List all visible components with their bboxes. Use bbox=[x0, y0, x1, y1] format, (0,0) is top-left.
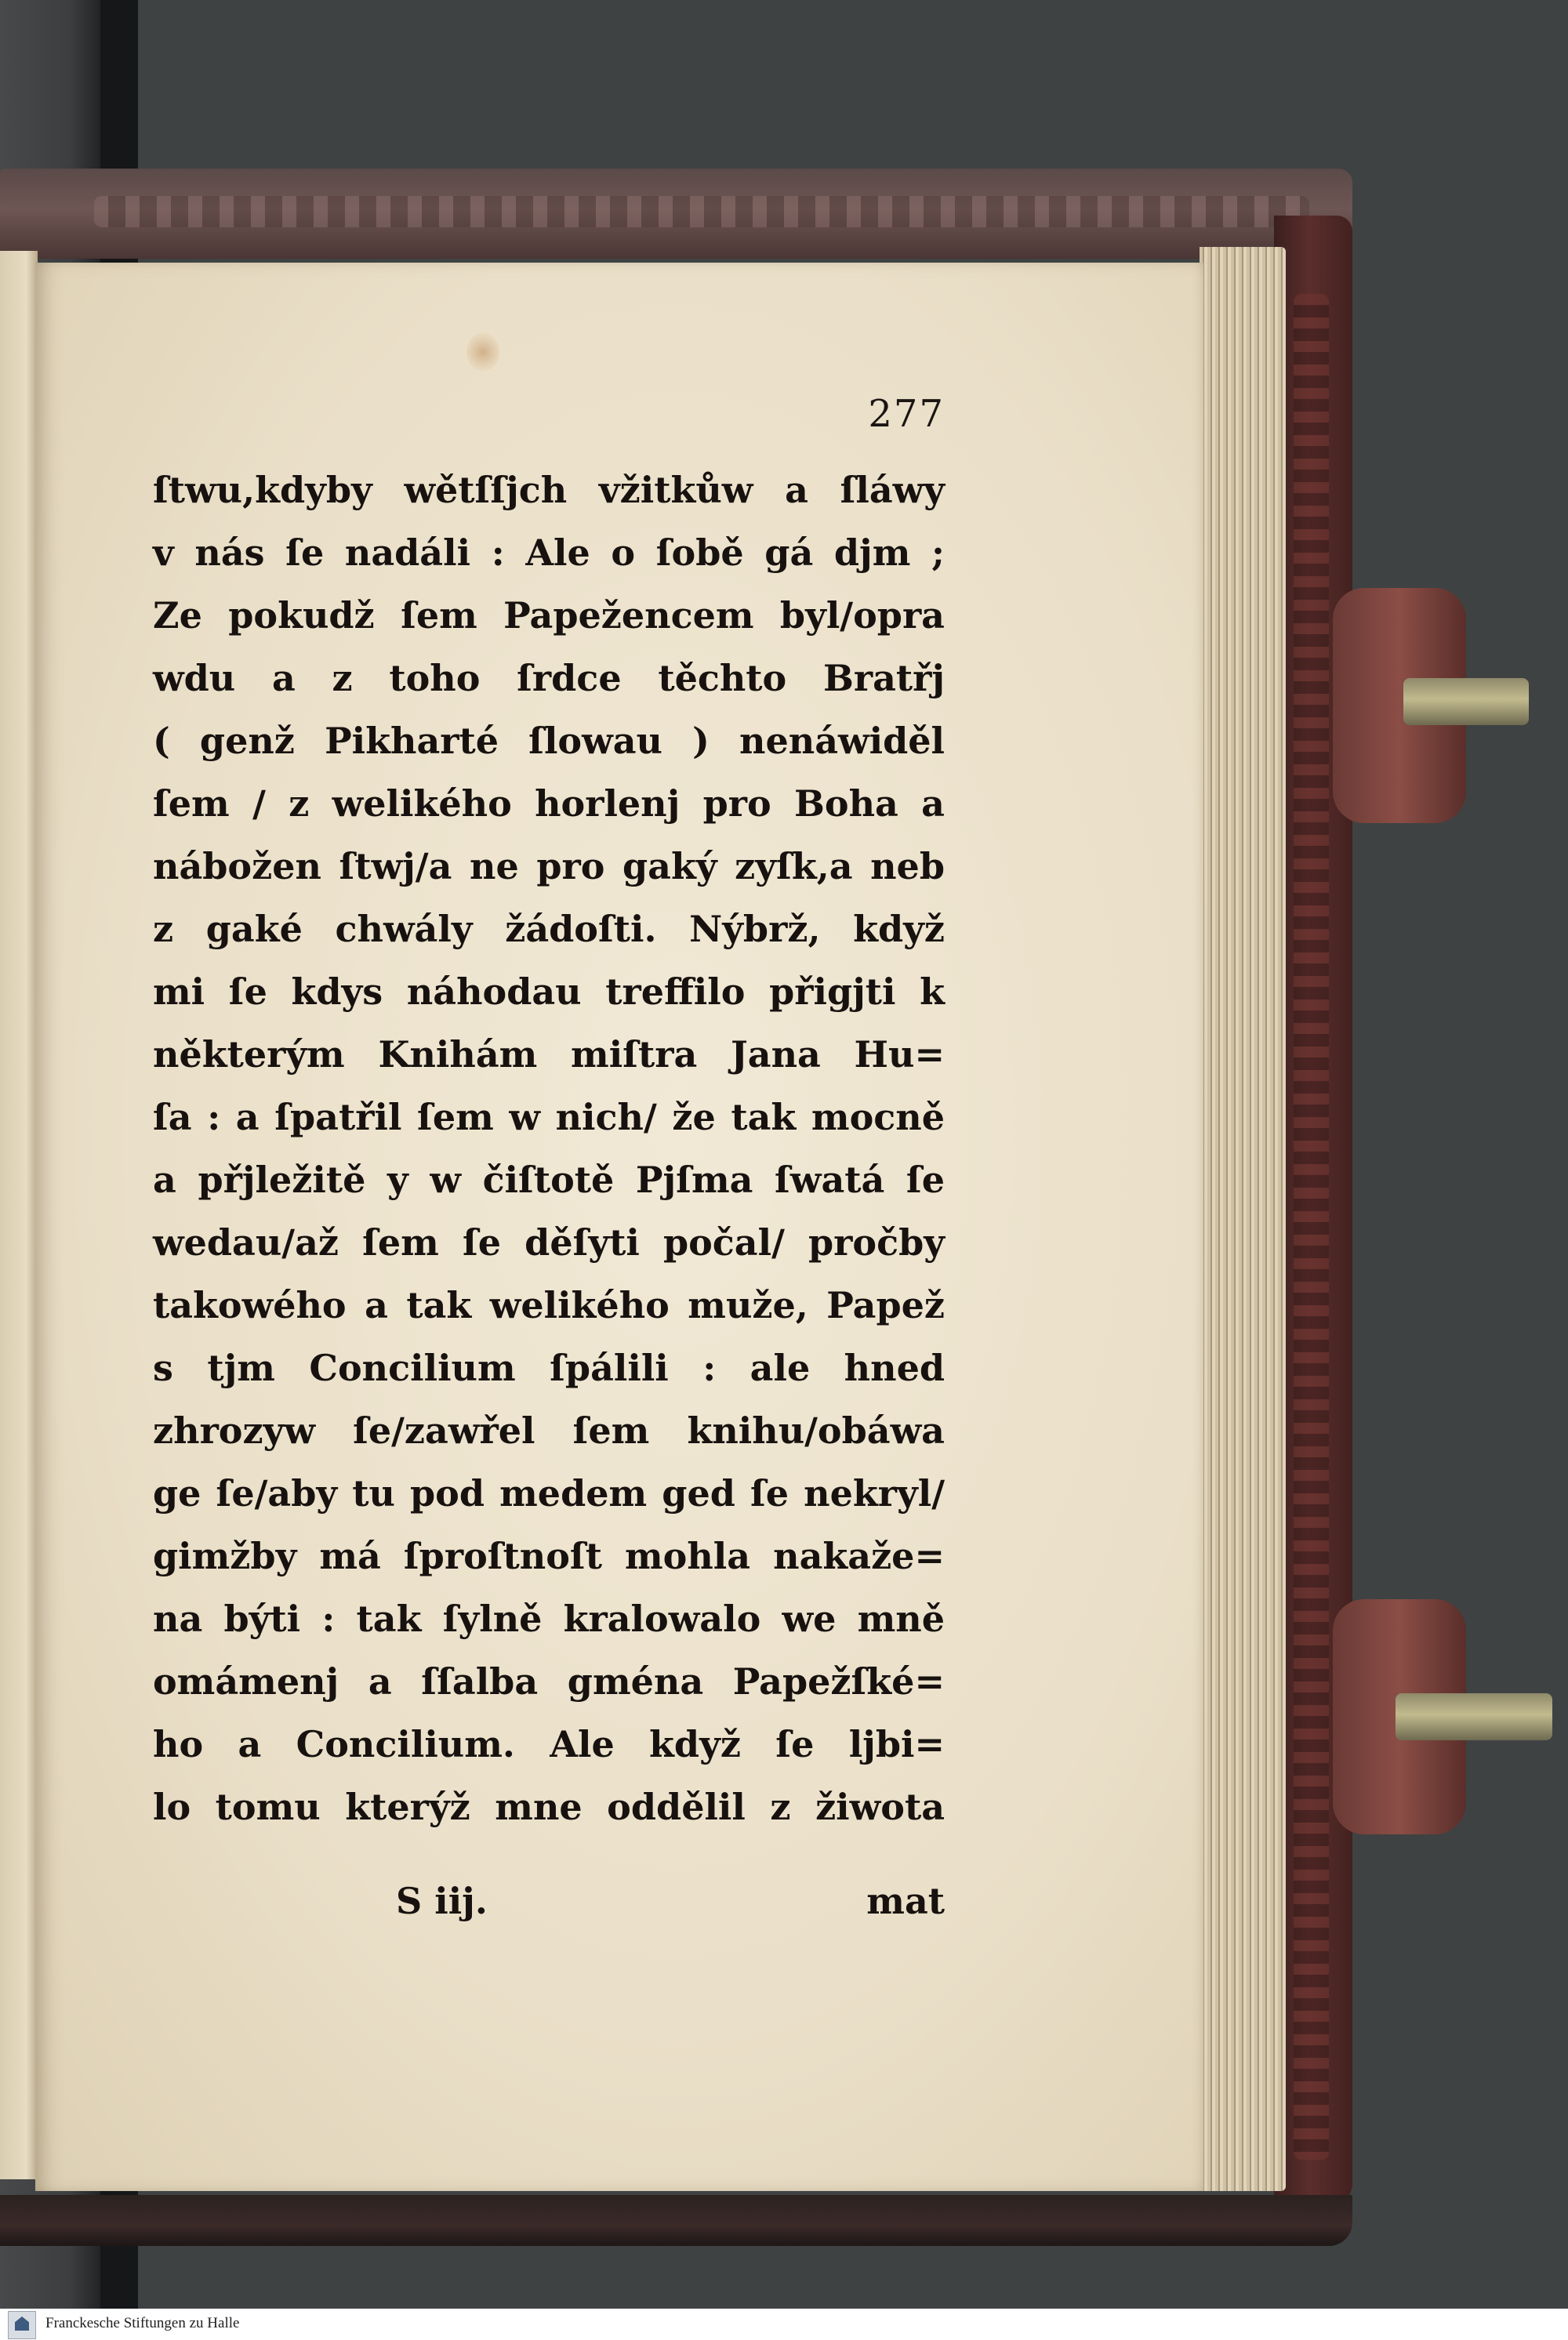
page-stain bbox=[466, 333, 499, 371]
text-line: ( genž Pikharté ſlowau ) nenáwiděl bbox=[153, 720, 945, 762]
text-line: Ze pokudž ſem Papežencem byl/opra bbox=[153, 594, 945, 637]
text-line: mi ſe kdys náhodau treffilo přigjti k bbox=[153, 970, 945, 1013]
text-line: ho a Concilium. Ale když ſe ljbi= bbox=[153, 1723, 945, 1765]
text-line: některým Knihám miſtra Jana Hu= bbox=[153, 1033, 945, 1076]
text-line: ge ſe/aby tu pod medem ged ſe nekryl/ bbox=[153, 1472, 945, 1515]
institution-name: Franckesche Stiftungen zu Halle bbox=[45, 2315, 240, 2331]
cover-tooling-top bbox=[94, 196, 1309, 227]
institution-logo-icon bbox=[8, 2311, 36, 2339]
text-line: nábožen ſtwj/a ne pro gaký zyſk,a neb bbox=[153, 845, 945, 887]
text-line: gimžby má ſproſtnoſt mohla nakaže= bbox=[153, 1535, 945, 1577]
clasp-metal-upper bbox=[1403, 678, 1529, 725]
text-line: na býti : tak ſylně kralowalo we mně bbox=[153, 1598, 945, 1640]
clasp-metal-lower bbox=[1396, 1693, 1552, 1740]
text-line: ſtwu,kdyby wětſſjch vžitkůw a ſláwy bbox=[153, 469, 945, 511]
text-line: omámenj a ſſalba gména Papežſké= bbox=[153, 1660, 945, 1703]
text-line: zhrozyw ſe/zawřel ſem knihu/obáwa bbox=[153, 1409, 945, 1452]
text-line: z gaké chwály žádoſti. Nýbrž, když bbox=[153, 908, 945, 950]
cover-tooling-right bbox=[1294, 294, 1329, 2160]
text-line: wdu a z toho ſrdce těchto Bratřj bbox=[153, 657, 945, 699]
text-line: s tjm Concilium ſpálili : ale hned bbox=[153, 1347, 945, 1389]
catchword: mat bbox=[866, 1880, 945, 1922]
text-line: lo tomu kterýž mne oddělil z žiwota bbox=[153, 1786, 945, 1828]
text-line: ſem / z welikého horlenj pro Boha a bbox=[153, 782, 945, 825]
page-footer bbox=[153, 1874, 945, 1928]
page-block-edges bbox=[1200, 247, 1286, 2191]
text-line: ſa : a ſpatřil ſem w nich/ že tak mocně bbox=[153, 1096, 945, 1138]
text-line: takowého a tak welikého muže, Papež bbox=[153, 1284, 945, 1326]
signature-mark: S iij. bbox=[396, 1880, 488, 1922]
cover-bottom-edge bbox=[0, 2195, 1352, 2246]
text-line: a přjležitě y w čiſtotě Pjſma ſwatá ſe bbox=[153, 1159, 945, 1201]
page-number: 277 bbox=[868, 392, 945, 436]
facing-page-sliver bbox=[0, 251, 38, 2179]
building-icon bbox=[15, 2316, 29, 2331]
text-line: v nás ſe nadáli : Ale o ſobě gá djm ; bbox=[153, 531, 945, 574]
attribution-bar bbox=[0, 2309, 1568, 2340]
text-line: wedau/až ſem ſe děſyti počal/ pročby bbox=[153, 1221, 945, 1264]
